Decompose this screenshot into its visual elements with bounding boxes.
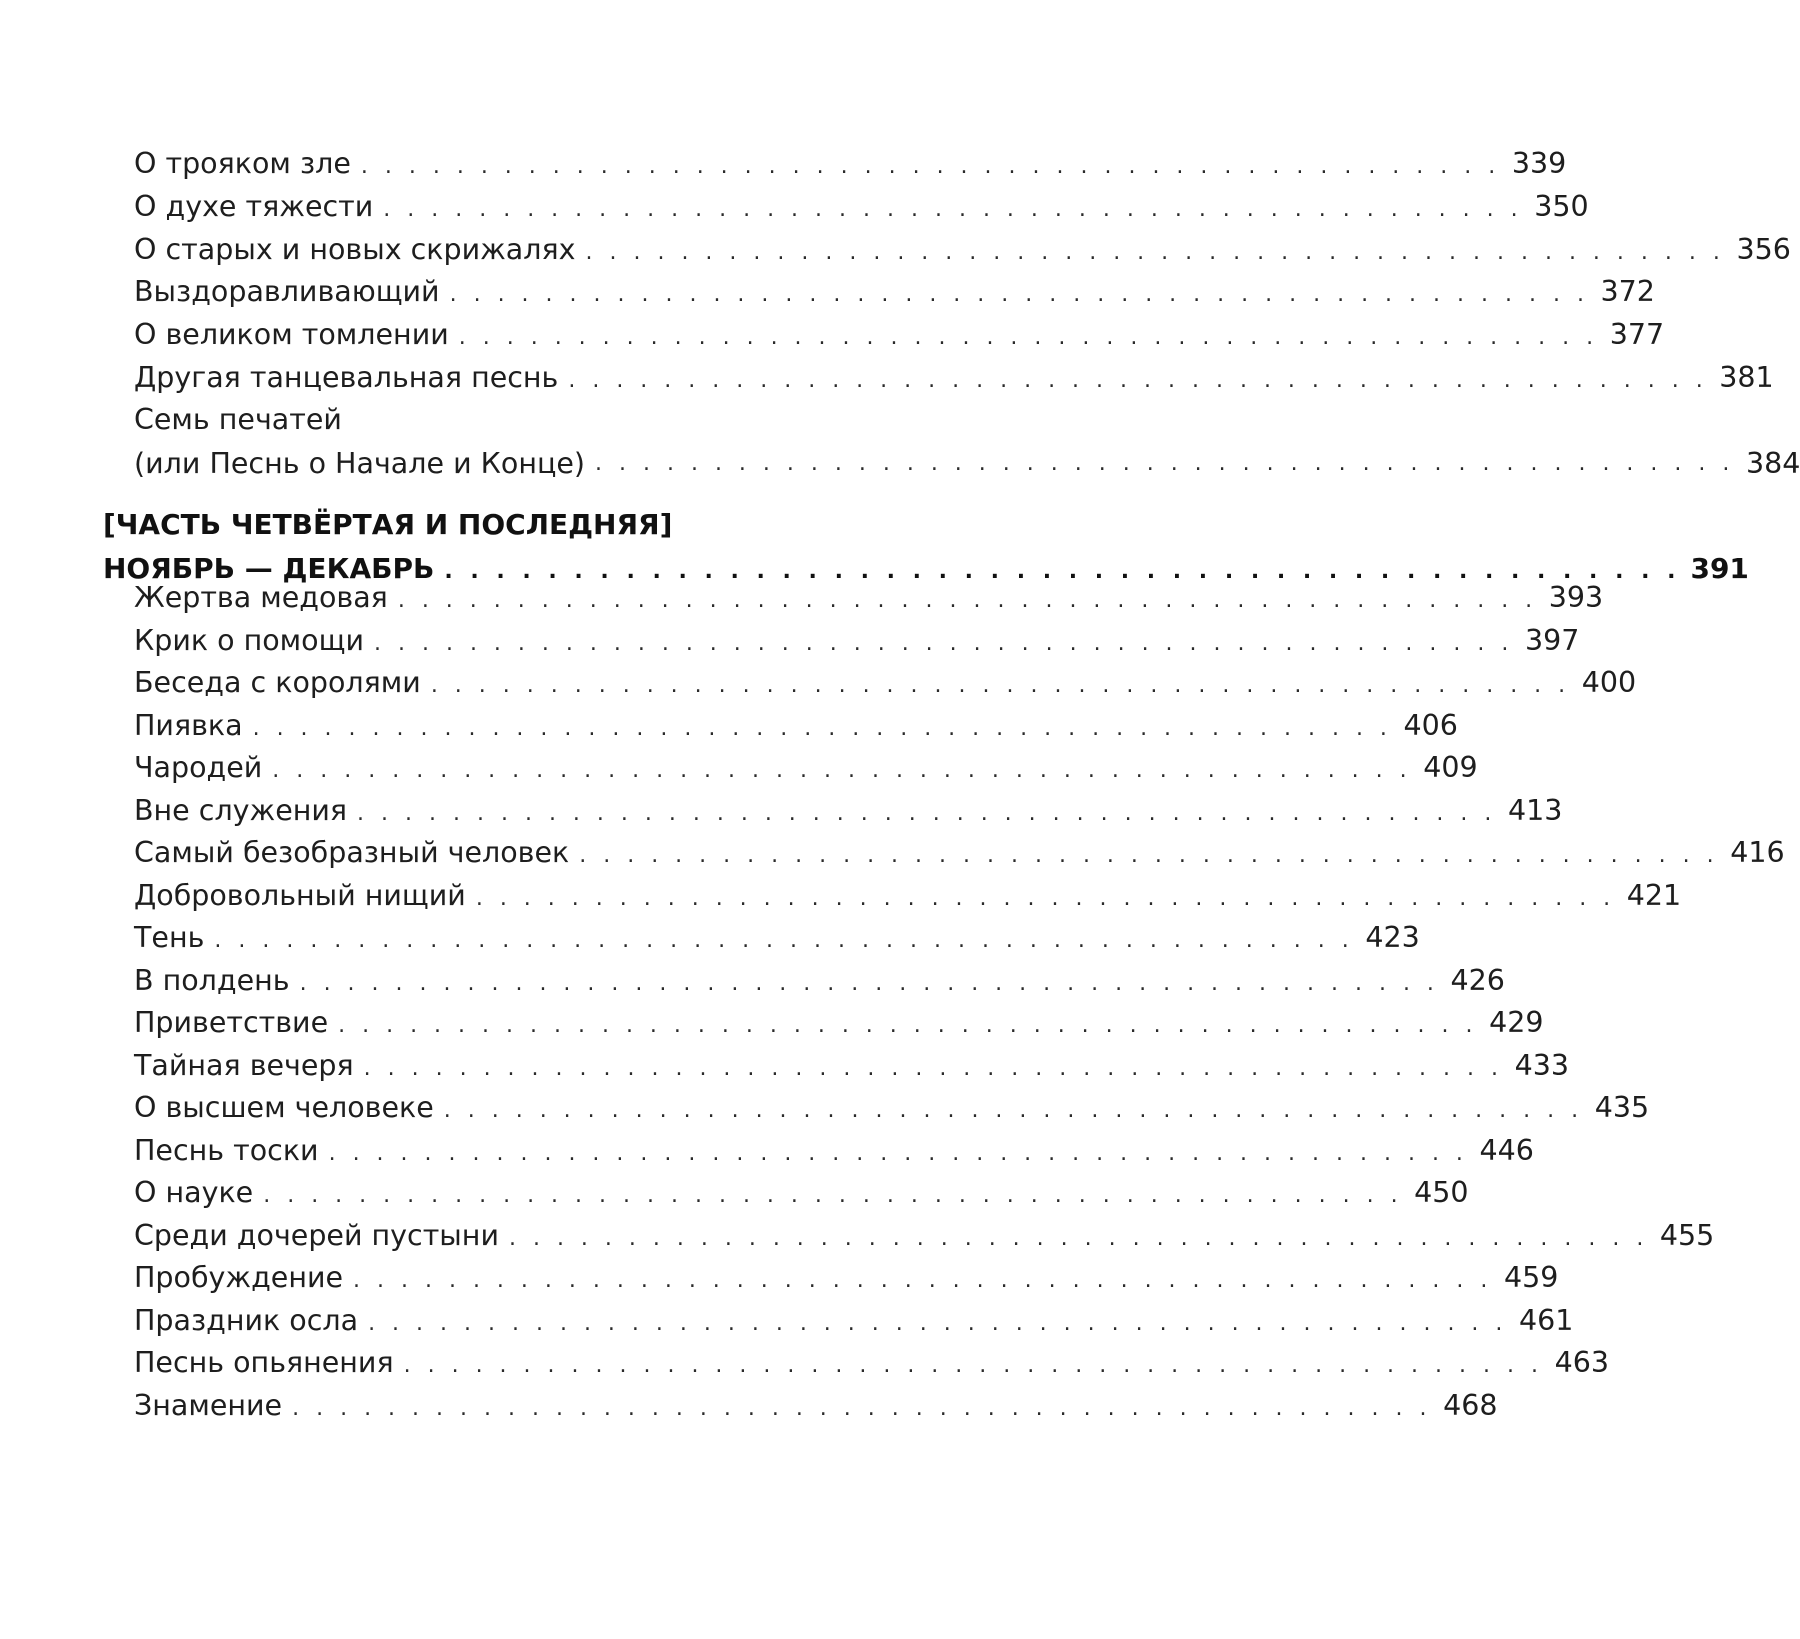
toc-entry-title: Другая танцевальная песнь <box>134 361 559 394</box>
dot-leader: . . . . . . . . . . . . . . . . . . . . . . . . . . . . . . . . . . . . . . . . . . . . . . . . <box>252 716 1392 741</box>
toc-entry[interactable] <box>134 1129 1534 1173</box>
toc-entry-page: 397 <box>1524 624 1580 657</box>
toc-entry-page: 339 <box>1511 147 1567 180</box>
toc-entry-page: 446 <box>1479 1134 1534 1167</box>
toc-entry[interactable] <box>134 1044 1569 1088</box>
toc-entry-title: Приветствие <box>134 1006 329 1039</box>
toc-entry-page: 459 <box>1503 1261 1559 1294</box>
toc-entry[interactable] <box>134 704 1458 748</box>
toc-entry-title: Праздник осла <box>134 1304 359 1337</box>
toc-entry-page: 384 <box>1745 447 1800 480</box>
dot-leader: . . . . . . . . . . . . . . . . . . . . . . . . . . . . . . . . . . . . . . . . . . . . . . . . <box>430 673 1571 698</box>
toc-entry-page: 406 <box>1403 709 1458 742</box>
toc-entry-title <box>134 398 585 486</box>
toc-entry-page: 423 <box>1365 921 1420 954</box>
toc-entry[interactable] <box>134 1214 1715 1258</box>
toc-entry[interactable] <box>134 1001 1544 1045</box>
toc-entry-page: 461 <box>1519 1304 1574 1337</box>
dot-leader: . . . . . . . . . . . . . . . . . . . . . . . . . . . . . . . . . . . . . . . . . . . . . . . . <box>353 1268 1493 1293</box>
toc-entry-page: 468 <box>1443 1389 1498 1422</box>
toc-entry-title: О трояком зле <box>134 147 351 180</box>
toc-entry[interactable] <box>134 185 1589 229</box>
toc-entry[interactable] <box>134 1086 1650 1130</box>
toc-entry-title: Чародей <box>134 751 263 784</box>
toc-entry-title: В полдень <box>134 964 290 997</box>
toc-entry-title: О духе тяжести <box>134 190 374 223</box>
toc-entry-seven-seals[interactable] <box>134 398 1800 486</box>
toc-entry-page: 426 <box>1450 964 1505 997</box>
toc-entry-title: Добровольный нищий <box>134 879 466 912</box>
toc-entry-title: О высшем человеке <box>134 1091 434 1124</box>
dot-leader: . . . . . . . . . . . . . . . . . . . . . . . . . . . . . . . . . . . . . . . . . . . . . . . . <box>595 451 1735 476</box>
toc-entry-title: Тень <box>134 921 205 954</box>
dot-leader: . . . . . . . . . . . . . . . . . . . . . . . . . . . . . . . . . . . . . . . . . . . . . . . . <box>475 886 1616 911</box>
toc-entry[interactable] <box>134 1384 1498 1428</box>
toc-entry-title: Пробуждение <box>134 1261 344 1294</box>
dot-leader: . . . . . . . . . . . . . . . . . . . . . . . . . . . . . . . . . . . . . . . . . . . . . . . . <box>368 1311 1508 1336</box>
toc-entry[interactable] <box>134 576 1604 620</box>
dot-leader: . . . . . . . . . . . . . . . . . . . . . . . . . . . . . . . . . . . . . . . . . . . . . . . . <box>357 801 1497 826</box>
dot-leader: . . . . . . . . . . . . . . . . . . . . . . . . . . . . . . . . . . . . . . . . . . . . . . . . <box>360 154 1501 179</box>
toc-entry[interactable] <box>134 1256 1559 1300</box>
toc-entry-title: Знамение <box>134 1389 283 1422</box>
part-heading-line1: [ЧАСТЬ ЧЕТВЁРТАЯ И ПОСЛЕДНЯЯ] <box>103 508 673 541</box>
dot-leader: . . . . . . . . . . . . . . . . . . . . . . . . . . . . . . . . . . . . . . . . . . . . . . . . <box>338 1013 1478 1038</box>
toc-entry-title: Песнь тоски <box>134 1134 319 1167</box>
dot-leader: . . . . . . . . . . . . . . . . . . . . . . . . . . . . . . . . . . . . . . . . . . . . . . . . <box>568 368 1708 393</box>
dot-leader: . . . . . . . . . . . . . . . . . . . . . . . . . . . . . . . . . . . . . . . . . . . . . . . . <box>263 1183 1403 1208</box>
toc-entry-title: Выздоравливающий <box>134 275 440 308</box>
dot-leader: . . . . . . . . . . . . . . . . . . . . . . . . . . . . . . . . . . . . . . . . . . . . . . . . <box>272 758 1412 783</box>
dot-leader: . . . . . . . . . . . . . . . . . . . . . . . . . . . . . . . . . . . . . . . . . . . . . . . . <box>374 631 1514 656</box>
toc-entry[interactable] <box>134 959 1505 1003</box>
toc-entry-page: 429 <box>1489 1006 1544 1039</box>
toc-entry-title: Самый безобразный человек <box>134 836 570 869</box>
toc-entry[interactable] <box>134 270 1655 314</box>
toc-entry[interactable] <box>134 916 1420 960</box>
toc-entry[interactable] <box>134 746 1478 790</box>
toc-entry-page: 381 <box>1719 361 1774 394</box>
toc-entry-page: 356 <box>1736 233 1791 266</box>
dot-leader: . . . . . . . . . . . . . . . . . . . . . . . . . . . . . . . . . . . . . . . . . . . . . . . . <box>397 588 1538 613</box>
toc-entry-page: 463 <box>1554 1346 1609 1379</box>
toc-entry[interactable] <box>134 142 1567 186</box>
toc-entry-page: 421 <box>1626 879 1682 912</box>
toc-entry-title: О старых и новых скрижалях <box>134 233 576 266</box>
dot-leader: . . . . . . . . . . . . . . . . . . . . . . . . . . . . . . . . . . . . . . . . . . . . . . . . <box>403 1353 1543 1378</box>
dot-leader: . . . . . . . . . . . . . . . . . . . . . . . . . . . . . . . . . . . . . . . . . . . . . . . . <box>363 1056 1503 1081</box>
toc-entry[interactable] <box>134 831 1785 875</box>
toc-entry-page: 433 <box>1514 1049 1569 1082</box>
toc-entry[interactable] <box>134 356 1774 400</box>
toc-entry[interactable] <box>134 1299 1574 1343</box>
dot-leader: . . . . . . . . . . . . . . . . . . . . . . . . . . . . . . . . . . . . . . . . . . . . . . . . <box>214 928 1354 953</box>
toc-entry-title: Крик о помощи <box>134 624 364 657</box>
toc-entry-page: 377 <box>1609 318 1665 351</box>
toc-entry-title: Вне служения <box>134 794 348 827</box>
toc-entry-page: 393 <box>1548 581 1604 614</box>
toc-entry-title: Среди дочерей пустыни <box>134 1219 499 1252</box>
dot-leader: . . . . . . . . . . . . . . . . . . . . . . . . . . . . . . . . . . . . . . . . . . . . . . . . <box>328 1141 1468 1166</box>
dot-leader: . . . . . . . . . . . . . . . . . . . . . . . . . . . . . . . . . . . . . . . . . . . . . . . . <box>458 325 1599 350</box>
toc-entry-page: 450 <box>1414 1176 1469 1209</box>
toc-entry-title: О науке <box>134 1176 254 1209</box>
toc-entry[interactable] <box>134 874 1682 918</box>
dot-leader: . . . . . . . . . . . . . . . . . . . . . . . . . . . . . . . . . . . . . . . . . . . . . . . . <box>579 843 1719 868</box>
part-heading-page: 391 <box>1690 552 1749 585</box>
toc-entry-page: 416 <box>1730 836 1785 869</box>
dot-leader: . . . . . . . . . . . . . . . . . . . . . . . . . . . . . . . . . . . . . . . . . . . . . . . . <box>443 1098 1584 1123</box>
toc-entry-title: О великом томлении <box>134 318 449 351</box>
toc-entry-title-line2: (или Песнь о Начале и Конце) <box>134 447 586 480</box>
toc-entry[interactable] <box>134 1171 1469 1215</box>
dot-leader: . . . . . . . . . . . . . . . . . . . . . . . . . . . . . . . . . . . . . . . . . . . . . . . . <box>444 559 1681 584</box>
toc-entry-page: 400 <box>1581 666 1637 699</box>
toc-entry-page: 409 <box>1423 751 1478 784</box>
toc-entry-page: 372 <box>1600 275 1655 308</box>
toc-entry[interactable] <box>134 228 1791 272</box>
dot-leader: . . . . . . . . . . . . . . . . . . . . . . . . . . . . . . . . . . . . . . . . . . . . . . . . <box>292 1396 1432 1421</box>
toc-entry-page: 413 <box>1508 794 1563 827</box>
toc-entry-title: Беседа с королями <box>134 666 421 699</box>
toc-entry[interactable] <box>134 313 1665 357</box>
dot-leader: . . . . . . . . . . . . . . . . . . . . . . . . . . . . . . . . . . . . . . . . . . . . . . . . <box>383 197 1523 222</box>
toc-entry[interactable] <box>134 1341 1609 1385</box>
part-heading-line2: НОЯБРЬ — ДЕКАБРЬ <box>103 552 435 585</box>
toc-entry-page: 350 <box>1534 190 1589 223</box>
toc-entry-title: Жертва медовая <box>134 581 388 614</box>
toc-entry-page: 435 <box>1594 1091 1650 1124</box>
dot-leader: . . . . . . . . . . . . . . . . . . . . . . . . . . . . . . . . . . . . . . . . . . . . . . . . <box>299 971 1439 996</box>
toc-entry-title: Песнь опьянения <box>134 1346 394 1379</box>
toc-entry-title: Пиявка <box>134 709 243 742</box>
toc-entry[interactable] <box>134 619 1580 663</box>
dot-leader: . . . . . . . . . . . . . . . . . . . . . . . . . . . . . . . . . . . . . . . . . . . . . . . . <box>585 240 1725 265</box>
toc-entry-title: Тайная вечеря <box>134 1049 354 1082</box>
dot-leader: . . . . . . . . . . . . . . . . . . . . . . . . . . . . . . . . . . . . . . . . . . . . . . . . <box>449 282 1589 307</box>
dot-leader: . . . . . . . . . . . . . . . . . . . . . . . . . . . . . . . . . . . . . . . . . . . . . . . . <box>508 1226 1649 1251</box>
toc-entry[interactable] <box>134 661 1637 705</box>
toc-entry-title-line1: Семь печатей <box>134 403 342 436</box>
toc-entry-page: 455 <box>1659 1219 1715 1252</box>
toc-entry[interactable] <box>134 789 1563 833</box>
